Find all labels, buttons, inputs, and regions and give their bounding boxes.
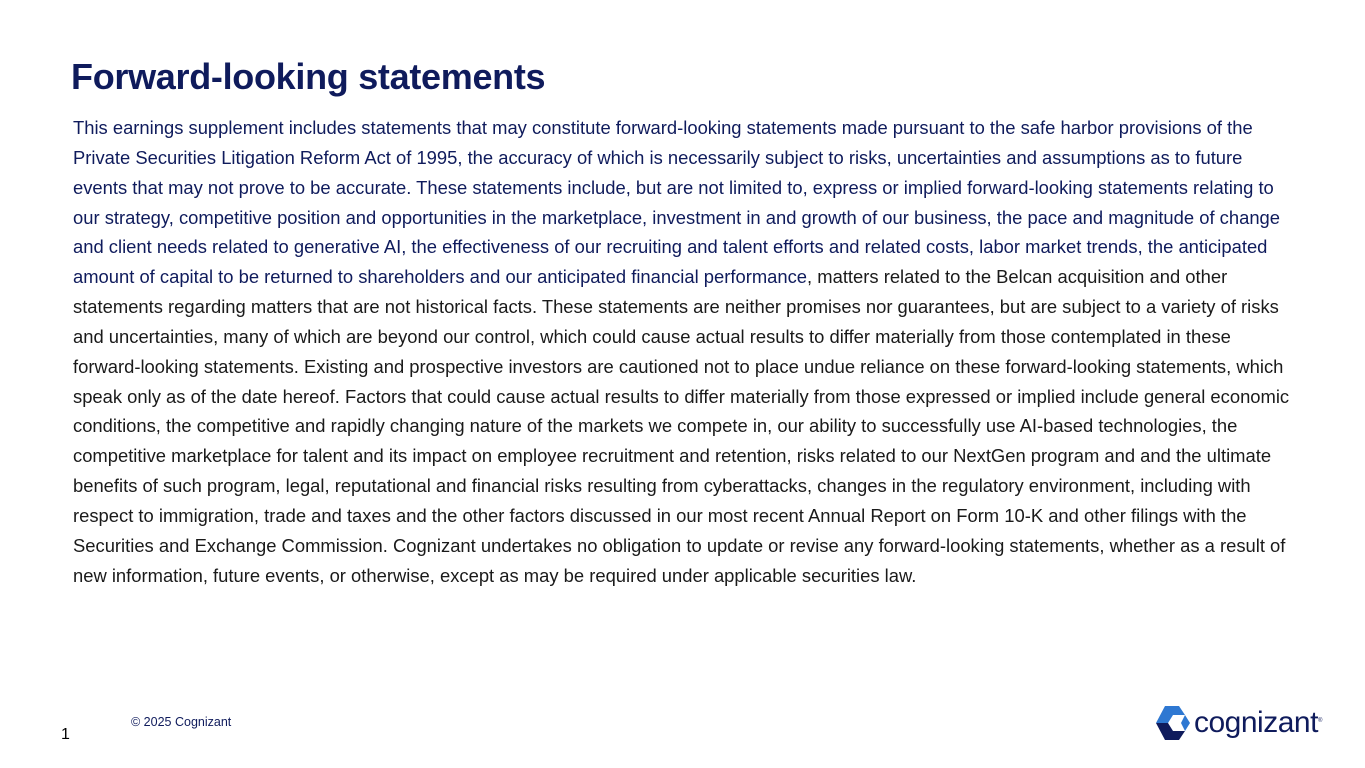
cognizant-logo [1154, 706, 1322, 740]
cognizant-logo-wordmark [1194, 706, 1322, 740]
page-number: 1 [61, 726, 70, 743]
paragraph-remaining-text: , matters related to the Belcan acquisition and other statements regarding matters that are not historical facts. These statements are neither promises nor guarantees, but are subject to a variety of risks and uncertainties, many of which are beyond our control, which could cause actual results to differ materially from those contemplated in these forward-looking statements. Existing and prospective investors are cautioned not to place undue reliance on these forward-looking statements, which speak only as of the date hereof. Factors that could cause actual results to differ materially from those expressed or implied include general economic conditions, the competitive and rapidly changing nature of the markets we compete in, our ability to successfully use AI-based technologies, the competitive marketplace for talent and its impact on employee recruitment and retention, risks related to our NextGen program and and the ultimate benefits of such program, legal, reputational and financial risks resulting from cyberattacks, changes in the regulatory environment, including with respect to immigration, trade and taxes and the other factors discussed in our most recent Annual Report on Form 10-K and other filings with the Securities and Exchange Commission. Cognizant undertakes no obligation to update or revise any forward-looking statements, whether as a result of new information, future events, or otherwise, except as may be required under applicable securities law. [73, 266, 1290, 586]
paragraph-highlighted-text: This earnings supplement includes statements that may constitute forward-looking statements made pursuant to the safe harbor provisions of the Private Securities Litigation Reform Act of 1995, the accuracy of which is necessarily subject to risks, uncertainties and assumptions as to future events that may not prove to be accurate. These statements include, but are not limited to, express or implied forward-looking statements relating to our strategy, competitive position and opportunities in the marketplace, investment in and growth of our business, the pace and magnitude of change and client needs related to generative AI, the effectiveness of our recruiting and talent efforts and related costs, labor market trends, the anticipated amount of capital to be returned to shareholders and our anticipated financial performance [73, 117, 1281, 288]
slide-title: Forward-looking statements [71, 56, 546, 97]
logo-text: cognizant [1194, 706, 1318, 739]
cognizant-logo-icon [1154, 706, 1190, 740]
copyright-notice: © 2025 Cognizant [131, 715, 232, 729]
forward-looking-paragraph [73, 113, 1295, 591]
registered-mark: ® [1317, 718, 1322, 724]
